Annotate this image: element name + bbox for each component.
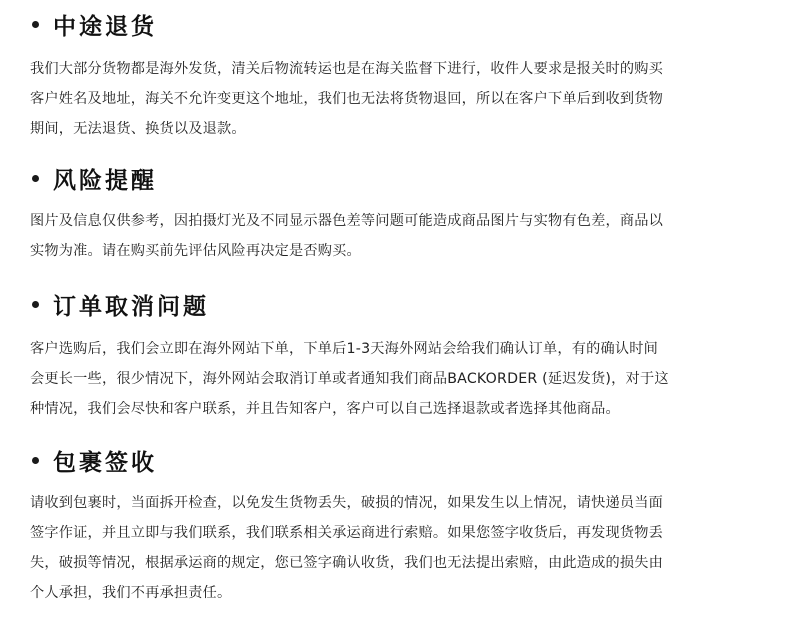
bullet-icon <box>32 301 39 308</box>
body-line: 实物为准。请在购买前先评估风险再决定是否购买。 <box>30 243 361 259</box>
section-heading <box>30 4 157 44</box>
bullet-icon <box>32 21 39 28</box>
section-body <box>30 54 778 144</box>
body-line: 失，破损等情况，根据承运商的规定，您已签字确认收货，我们也无法提出索赔，由此造成的损失由 <box>30 555 664 571</box>
section-heading <box>30 158 157 198</box>
body-line: 期间，无法退货、换货以及退款。 <box>30 121 246 137</box>
body-line: 我们大部分货物都是海外发货，清关后物流转运也是在海关监督下进行，收件人要求是报关时的购买 <box>30 61 664 77</box>
bullet-icon <box>32 175 39 182</box>
section-body <box>30 488 778 608</box>
body-line: 会更长一些，很少情况下，海外网站会取消订单或者通知我们商品BACKORDER (延迟发货)，对于这 <box>30 371 669 387</box>
body-line: 客户选购后，我们会立即在海外网站下单，下单后1-3天海外网站会给我们确认订单，有的确认时间 <box>30 341 659 357</box>
section-title: 中途退货 <box>53 13 157 40</box>
body-line: 图片及信息仅供参考，因拍摄灯光及不同显示器色差等问题可能造成商品图片与实物有色差，商品以 <box>30 213 664 229</box>
body-line: 签字作证，并且立即与我们联系，我们联系相关承运商进行索赔。如果您签字收货后，再发现货物丢 <box>30 525 664 541</box>
section-title: 风险提醒 <box>53 167 157 194</box>
section-heading <box>30 440 157 480</box>
section-body <box>30 334 778 424</box>
section-heading <box>30 284 209 324</box>
body-line: 种情况，我们会尽快和客户联系，并且告知客户，客户可以自己选择退款或者选择其他商品。 <box>30 401 620 417</box>
section-body <box>30 206 778 266</box>
body-line: 请收到包裹时，当面拆开检查，以免发生货物丢失，破损的情况，如果发生以上情况，请快递员当面 <box>30 495 664 511</box>
section-title: 订单取消问题 <box>53 293 209 320</box>
section-title: 包裹签收 <box>53 449 157 476</box>
body-line: 客户姓名及地址，海关不允许变更这个地址，我们也无法将货物退回，所以在客户下单后到收到货物 <box>30 91 664 107</box>
bullet-icon <box>32 457 39 464</box>
body-line: 个人承担，我们不再承担责任。 <box>30 585 232 601</box>
